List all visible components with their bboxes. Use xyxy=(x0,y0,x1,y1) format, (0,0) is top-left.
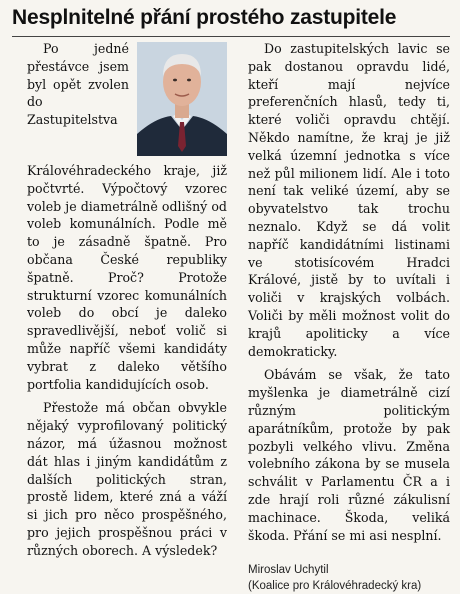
author-affiliation: (Koalice pro Královéhradecký kra) xyxy=(248,580,422,593)
right-column xyxy=(248,40,450,594)
article-title: Nesplnitelné přání prostého zastupitele xyxy=(12,6,397,29)
title-rule xyxy=(12,36,450,37)
paragraph: Po jedné přestávce jsem byl opět zvolen do Zastupitelstva Královéhradeckého kraje, již počtvrté. Výpočtový vzorec voleb je diametrálně odlišný od voleb komunálních. Podle mě to je zásadně špatně. Pro občana České republiky špatně. Proč? Protože strukturní vzorec komunálních voleb do obcí je daleko spravedlivější, neboť volič si může napříč všemi kandidáty vybrat z daleko většího portfolia kandidujících osob. xyxy=(27,41,227,392)
paragraph: Do zastupitelských lavic se pak dostanou opravdu lidé, kteří mají nejvíce preferenčních hlasů, tedy ti, které voliči opravdu chtějí. Někdo namítne, že kraj je již velká územní jednotka s více než půl milionem lidí. Ale i toto není tak veliké území, aby se obyvatelstvo tak trochu neznalo. Když se dá volit napříč kandidátními listinami ve stotisícovém Hradci Králové, jistě by to uvítali i voliči v krajských volbách. Voliči by měli možnost volit do krajů apoliticky a více demokraticky. xyxy=(248,41,450,359)
left-column xyxy=(27,40,227,560)
paragraph: Přestože má občan obvykle nějaký vyprofilovaný politický názor, má úžasnou možnost dát hlas i jiným kandidátům z dalších politických stran, prostě lidem, které zná a váží si jich pro něco prospěšného, pro jejich prospěšnou práci v různých oborech. A výsledek? xyxy=(27,400,227,558)
author-portrait xyxy=(137,42,227,156)
author-signature xyxy=(248,562,450,594)
author-name: Miroslav Uchytil xyxy=(248,564,329,577)
paragraph: Obávám se však, že tato myšlenka je diametrálně cizí různým politickým aparátníkům, protože by pak pozbyli velkého vlivu. Změna volebního zákona by se musela schválit v Parlamentu ČR a i zde hrají roli různé zákulisní machinace. Škoda, veliká škoda. Přání se mi asi nesplní. xyxy=(248,367,450,543)
portrait-illustration xyxy=(137,42,227,156)
